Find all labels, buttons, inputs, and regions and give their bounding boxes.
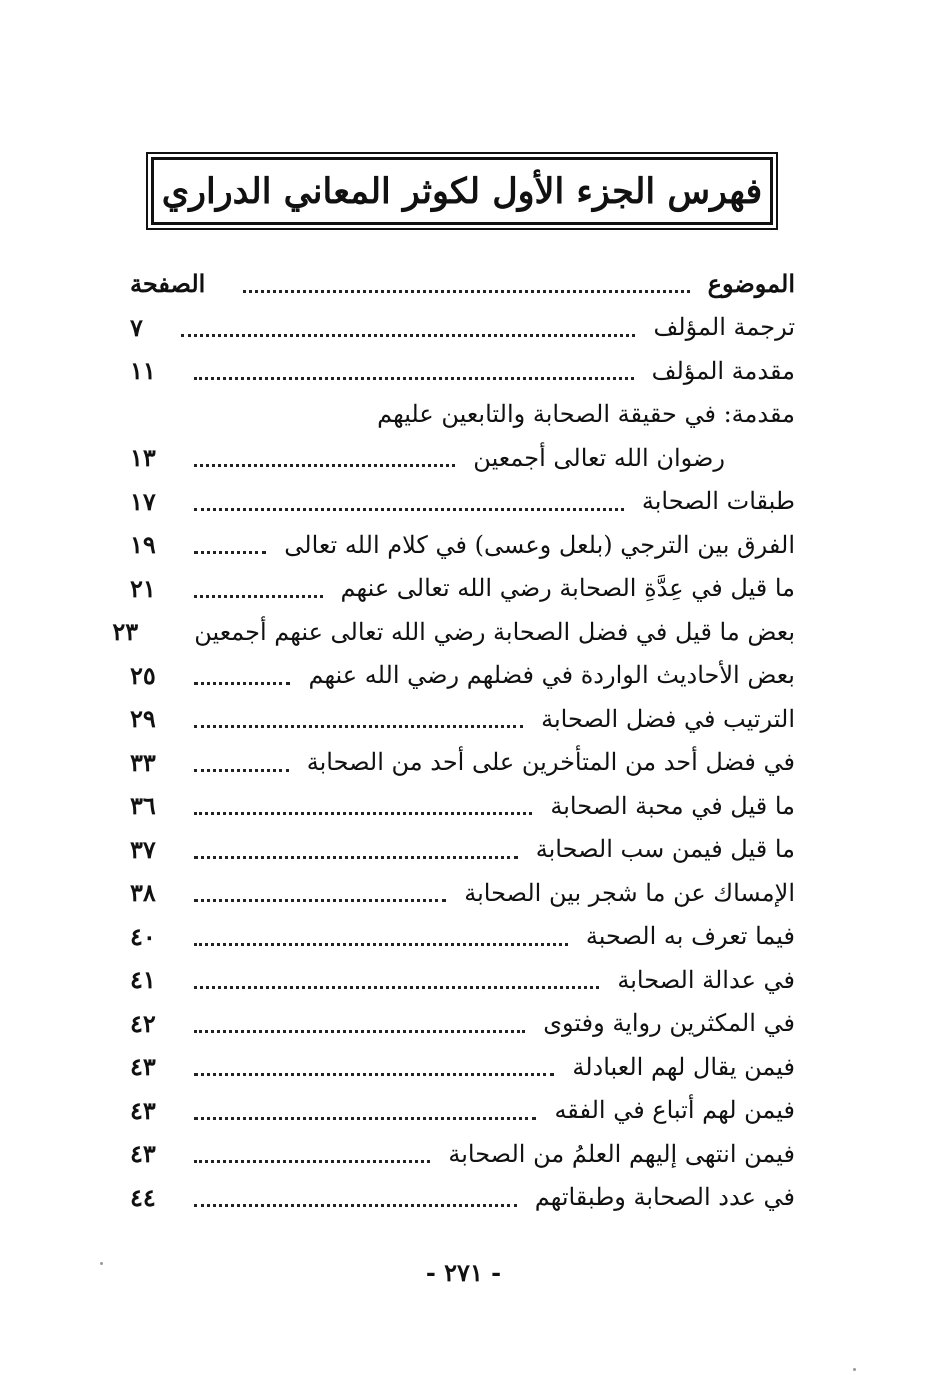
toc-entry-page: ٧ xyxy=(130,312,143,342)
toc-entry xyxy=(130,1132,795,1176)
dot-leader xyxy=(194,1030,525,1033)
toc-entry xyxy=(130,1176,795,1220)
toc-entry-page: ٣٦ xyxy=(130,791,156,821)
toc-entry xyxy=(130,828,795,872)
toc-entry-title: في المكثرين رواية وفتوى xyxy=(543,1009,795,1038)
dot-leader xyxy=(194,899,446,902)
toc-entry xyxy=(130,1045,795,1089)
toc-entry-title: ترجمة المؤلف xyxy=(653,313,795,342)
dot-leader xyxy=(194,551,267,554)
dot-leader xyxy=(243,290,689,293)
dot-leader xyxy=(194,682,291,685)
dot-leader xyxy=(194,1204,517,1207)
toc-entry xyxy=(130,654,795,698)
toc-entry xyxy=(130,436,795,480)
dot-leader xyxy=(194,464,456,467)
title-frame xyxy=(146,152,778,230)
toc-entry-title: فيمن انتهى إليهم العلمُ من الصحابة xyxy=(448,1139,795,1168)
toc-entry-page: ٣٨ xyxy=(130,878,156,908)
toc-entry xyxy=(130,871,795,915)
toc-entry-page: ١١ xyxy=(130,356,156,386)
dot-leader xyxy=(194,856,518,859)
page-column-label: الصفحة xyxy=(130,269,206,299)
toc-entry-title: في عدالة الصحابة xyxy=(617,965,795,994)
toc-entry-page: ٢٥ xyxy=(130,660,156,690)
toc-entry-title: فيمن لهم أتباع في الفقه xyxy=(554,1096,795,1125)
toc-entry-title: بعض الأحاديث الواردة في فضلهم رضي الله عنهم xyxy=(308,661,795,690)
toc-entry-title: في فضل أحد من المتأخرين على أحد من الصحابة xyxy=(306,748,795,777)
toc-entry-title: طبقات الصحابة xyxy=(641,487,795,516)
toc-entry-page: ٢٣ xyxy=(112,617,139,647)
toc-entry-page: ٤٣ xyxy=(130,1095,156,1125)
toc-entry-page: ١٣ xyxy=(130,443,156,473)
toc-entry-title: مقدمة: في حقيقة الصحابة والتابعين عليهم xyxy=(377,400,795,429)
toc-entry xyxy=(130,915,795,959)
toc-header-row xyxy=(130,262,795,306)
toc-entry xyxy=(130,480,795,524)
dot-leader xyxy=(194,508,624,511)
toc-entry xyxy=(130,1089,795,1133)
toc-entry-title: ما قيل في عِدَّةِ الصحابة رضي الله تعالى عنهم xyxy=(340,574,795,603)
dot-leader xyxy=(194,1117,537,1120)
topic-column-label: الموضوع xyxy=(707,269,795,299)
scan-speck xyxy=(853,1368,856,1371)
toc-entry-page: ٤٣ xyxy=(130,1139,156,1169)
dot-leader xyxy=(194,377,634,380)
toc-entry xyxy=(130,567,795,611)
dot-leader xyxy=(194,986,600,989)
toc-entry-page: ٤٣ xyxy=(130,1052,156,1082)
dot-leader xyxy=(194,1073,555,1076)
toc-entry xyxy=(130,958,795,1002)
toc-entry-title: الإمساك عن ما شجر بين الصحابة xyxy=(464,878,795,907)
toc-entry-page: ٤٤ xyxy=(130,1182,156,1212)
dot-leader xyxy=(194,1160,431,1163)
toc-entry-page: ٤٠ xyxy=(130,921,156,951)
toc-entry xyxy=(130,349,795,393)
dot-leader xyxy=(194,725,523,728)
toc-entry xyxy=(130,741,795,785)
dot-leader xyxy=(194,812,533,815)
toc-entry xyxy=(130,393,795,437)
toc-entries xyxy=(112,306,795,1220)
toc-entry-title: مقدمة المؤلف xyxy=(651,356,795,385)
toc-entry-title: فيمن يقال لهم العبادلة xyxy=(572,1052,795,1081)
toc-entry-title: ما قيل فيمن سب الصحابة xyxy=(535,835,795,864)
toc-entry-title: الترتيب في فضل الصحابة xyxy=(541,704,795,733)
dot-leader xyxy=(194,595,323,598)
toc-entry-page: ٤١ xyxy=(130,965,156,995)
toc-entry-page: ١٩ xyxy=(130,530,156,560)
toc-entry xyxy=(130,784,795,828)
toc-entry-page: ٣٣ xyxy=(130,747,156,777)
toc-entry-page: ٤٢ xyxy=(130,1008,156,1038)
scan-speck xyxy=(100,1262,103,1265)
page-number: - ٢٧١ - xyxy=(425,1258,502,1287)
toc-entry xyxy=(130,697,795,741)
dot-leader xyxy=(194,943,568,946)
toc-entry-title: الفرق بين الترجي (بلعل وعسى) في كلام الله تعالى xyxy=(284,530,795,559)
toc-entry-title: فيما تعرف به الصحبة xyxy=(585,922,795,951)
toc-entry-page: ٣٧ xyxy=(130,834,156,864)
dot-leader xyxy=(181,334,636,337)
table-of-contents xyxy=(112,262,795,1219)
toc-entry-title: رضوان الله تعالى أجمعين xyxy=(473,443,725,472)
toc-entry xyxy=(112,610,795,654)
toc-entry-page: ٢٩ xyxy=(130,704,156,734)
toc-entry xyxy=(130,523,795,567)
toc-entry-title: بعض ما قيل في فضل الصحابة رضي الله تعالى عنهم أجمعين xyxy=(194,617,795,646)
toc-entry xyxy=(130,1002,795,1046)
toc-entry-title: في عدد الصحابة وطبقاتهم xyxy=(534,1183,795,1212)
dot-leader xyxy=(194,769,289,772)
page-title: فهرس الجزء الأول لكوثر المعاني الدراري xyxy=(161,170,763,212)
toc-entry xyxy=(130,306,795,350)
toc-entry-title: ما قيل في محبة الصحابة xyxy=(550,791,795,820)
toc-entry-page: ٢١ xyxy=(130,573,156,603)
toc-entry-page: ١٧ xyxy=(130,486,156,516)
